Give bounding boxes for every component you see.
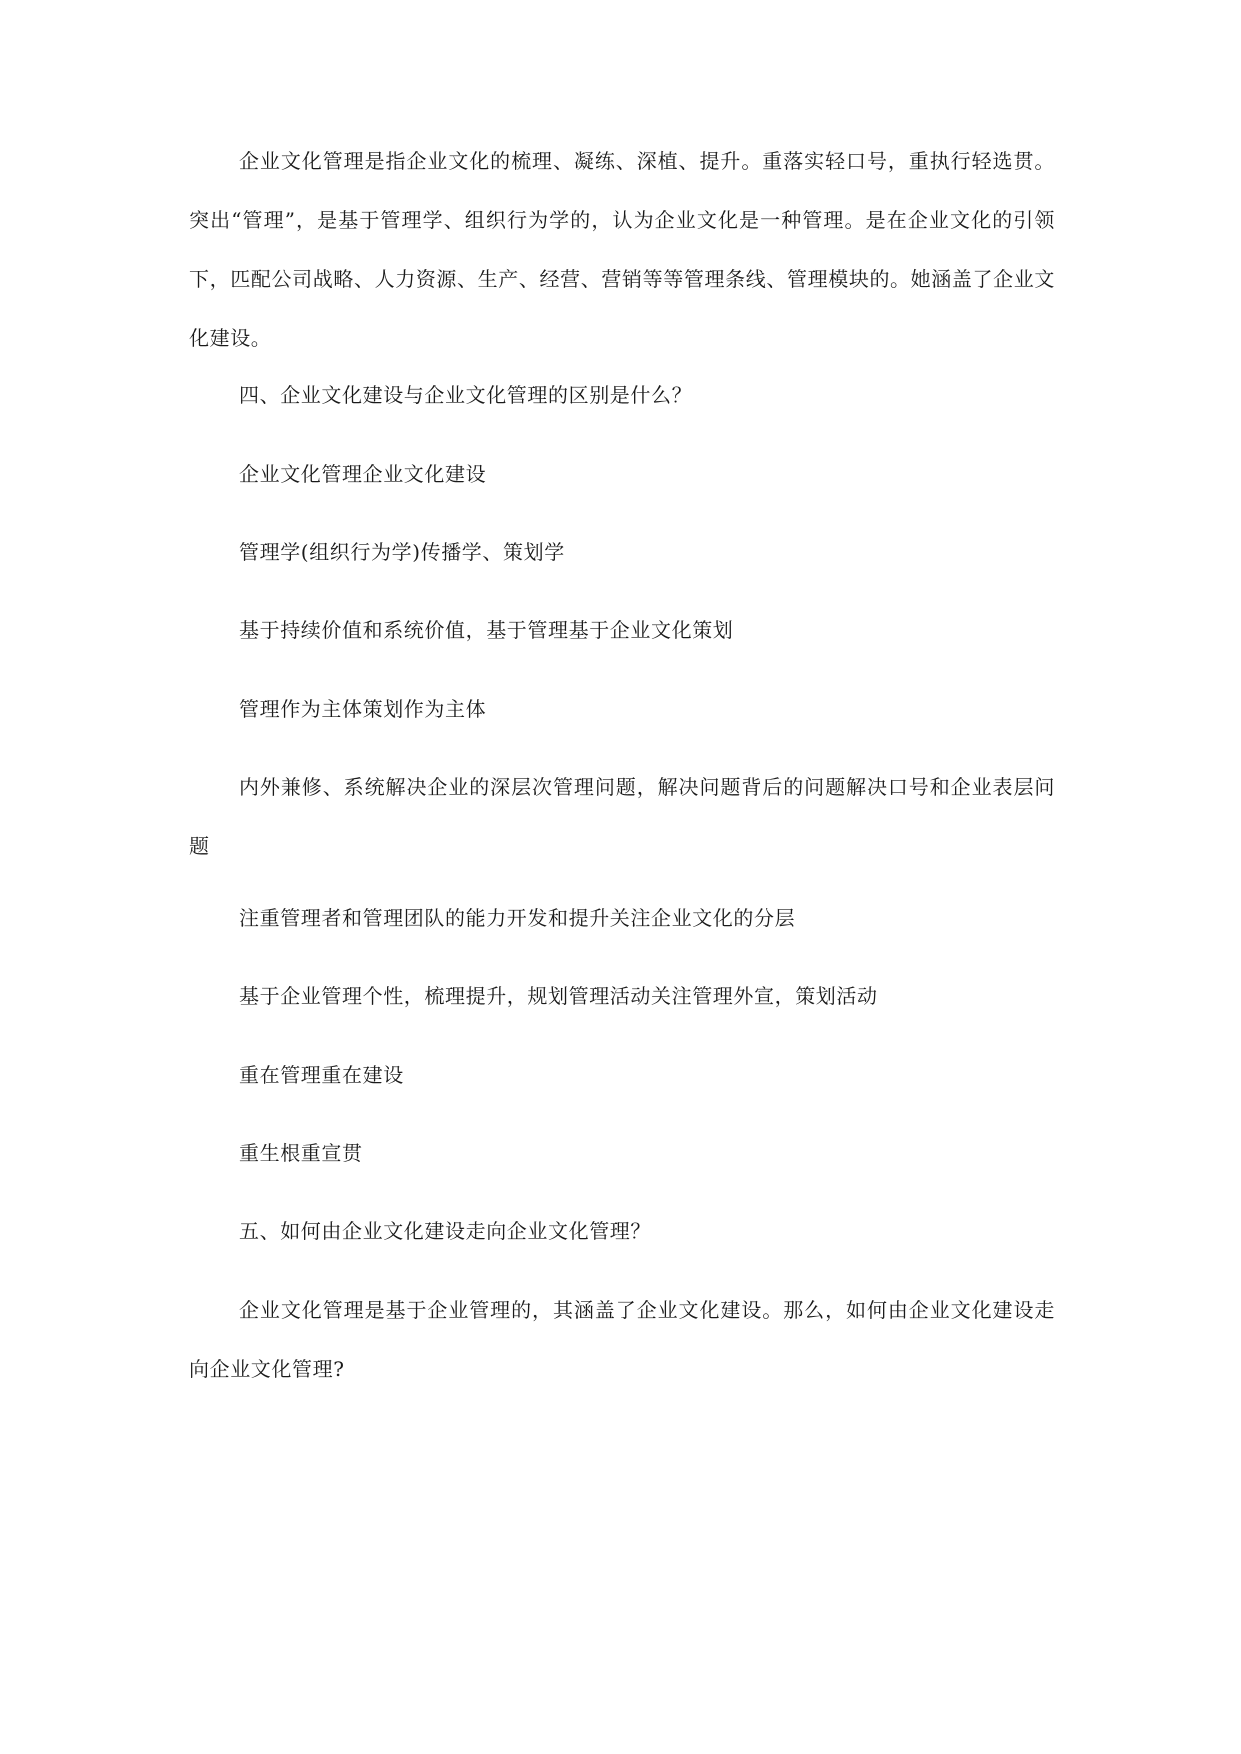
- paragraph-compare-discipline: 管理学(组织行为学)传播学、策划学: [239, 540, 565, 564]
- paragraph-compare-basis: 基于持续价值和系统价值，基于管理基于企业文化策划: [239, 618, 734, 642]
- paragraph-transition: 企业文化管理是基于企业管理的，其涵盖了企业文化建设。那么，如何由企业文化建设走向企业文化管理?: [189, 1298, 1055, 1381]
- paragraph-definition: 企业文化管理是指企业文化的梳理、凝练、深植、提升。重落实轻口号，重执行轻选贯。突出“管理”，是基于管理学、组织行为学的，认为企业文化是一种管理。是在企业文化的引领下，匹配公司战略、人力资源、生产、经营、营销等等管理条线、管理模块的。她涵盖了企业文化建设。: [189, 149, 1055, 350]
- heading-section-five: 五、如何由企业文化建设走向企业文化管理？: [239, 1219, 651, 1243]
- paragraph-compare-problems: 内外兼修、系统解决企业的深层次管理问题，解决问题背后的问题解决口号和企业表层问题: [189, 775, 1055, 858]
- heading-section-four: 四、企业文化建设与企业文化管理的区别是什么？: [239, 383, 693, 407]
- paragraph-compare-header: 企业文化管理企业文化建设: [239, 462, 487, 486]
- paragraph-compare-rooting: 重生根重宣贯: [239, 1141, 363, 1165]
- paragraph-compare-subject: 管理作为主体策划作为主体: [239, 697, 487, 721]
- paragraph-compare-emphasis: 重在管理重在建设: [239, 1063, 404, 1087]
- paragraph-compare-focus: 注重管理者和管理团队的能力开发和提升关注企业文化的分层: [239, 906, 796, 930]
- paragraph-compare-activities: 基于企业管理个性，梳理提升，规划管理活动关注管理外宣，策划活动: [239, 984, 878, 1008]
